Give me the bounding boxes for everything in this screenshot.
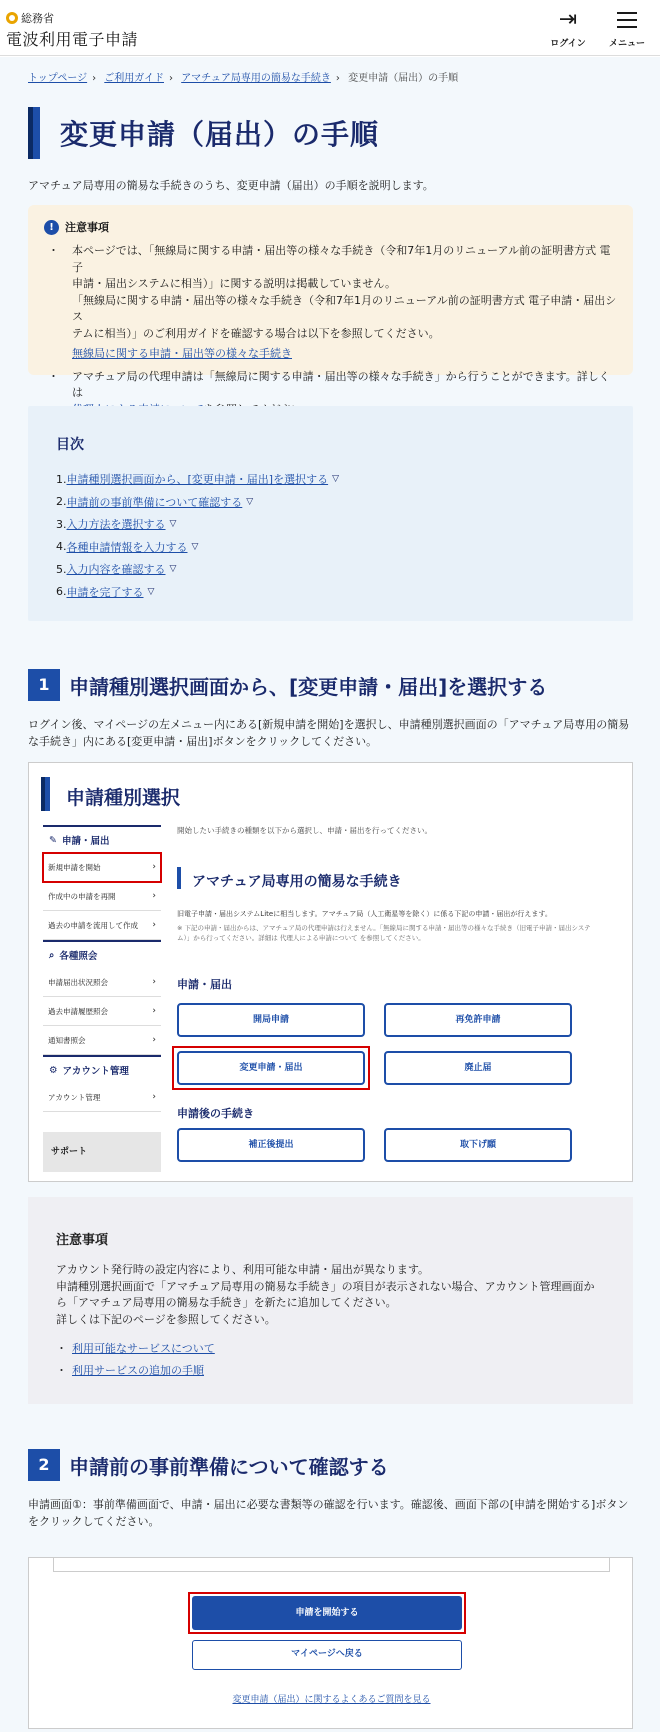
caution-link-item — [56, 1340, 605, 1362]
sub-heading-accent — [177, 867, 181, 889]
back-to-mypage-button[interactable]: マイページへ戻る — [192, 1640, 462, 1670]
breadcrumb-separator-icon: › — [169, 73, 173, 84]
menu-label: メニュー — [608, 39, 645, 49]
site-header — [0, 0, 660, 56]
page-lead: アマチュア局専用の簡易な手続きのうち、変更申請（届出）の手順を説明します。 — [28, 179, 434, 192]
toc-link[interactable]: 入力方法を選択する — [66, 518, 166, 532]
toc-item — [56, 491, 605, 514]
notice-text: 申請・届出システムに相当）」に関する説明は掲載していません。 — [72, 277, 397, 290]
chevron-right-icon: › — [152, 977, 156, 987]
notice-heading — [44, 219, 617, 235]
side-item-reuse[interactable] — [43, 911, 161, 940]
side-item-label: 過去の申請を流用して作成 — [48, 920, 138, 930]
chevron-down-icon: ▽ — [246, 496, 254, 507]
breadcrumb — [28, 69, 458, 84]
login-button[interactable] — [538, 8, 598, 49]
title-accent-bar — [41, 777, 50, 811]
notice-box — [28, 205, 633, 399]
screenshot-sub-desc: 旧電子申請・届出システムLiteに相当します。アマチュア局（人工衛星等を除く）に係る下記の申請・届出が行えます。 — [177, 910, 552, 918]
torisage-button[interactable]: 取下げ願 — [384, 1128, 572, 1162]
side-item-resume[interactable] — [43, 882, 161, 911]
user-gear-icon: ⚙ — [49, 1064, 58, 1076]
notice-text: 本ページでは、「無線局に関する申請・届出等の様々な手続き（令和7年1月のリニューアル前の証明書方式 電子 — [72, 244, 611, 274]
side-group-account — [43, 1055, 161, 1083]
section-number: 2 — [28, 1449, 60, 1481]
caution-text: 申請種別選択画面で「アマチュア局専用の簡易な手続き」の項目が表示されない場合、アカウント管理画面から「アマチュア局専用の簡易な手続き」を新たに追加してください。 — [56, 1279, 595, 1309]
faq-link[interactable]: 変更申請（届出）に関するよくあるご質問を見る — [232, 1695, 431, 1705]
section-number: 1 — [28, 669, 60, 701]
caution-box — [28, 1197, 633, 1404]
side-support[interactable]: サポート — [43, 1132, 161, 1172]
page-title: 変更申請（届出）の手順 — [60, 118, 380, 151]
caution-text: 詳しくは下記のページを参照してください。 — [56, 1312, 276, 1326]
notice-text: アマチュア局の代理申請は「無線局に関する申請・届出等の様々な手続き」から行うことができます。詳しくは — [72, 369, 610, 399]
toc-link[interactable]: 申請前の事前準備について確認する — [66, 495, 243, 509]
toc-item — [56, 468, 605, 491]
add-service-link[interactable]: 利用サービスの追加の手順 — [72, 1364, 204, 1377]
section-heading-2 — [28, 1449, 389, 1481]
group-after-label: 申請後の手続き — [177, 1107, 254, 1120]
side-group-apply — [43, 825, 161, 853]
side-item-new-application[interactable] — [43, 853, 161, 882]
toc-num: 6. — [56, 585, 67, 599]
breadcrumb-link[interactable]: トップページ — [28, 73, 88, 84]
side-item-label: 申請届出状況照会 — [48, 977, 108, 987]
pencil-icon: ✎ — [49, 834, 57, 846]
toc-num: 3. — [56, 517, 67, 531]
caution-link-item — [56, 1362, 605, 1384]
search-doc-icon: ⌕ — [49, 949, 55, 961]
caution-text: アカウント発行時の設定内容により、利用可能な申請・届出が異なります。 — [56, 1263, 430, 1276]
main-content — [0, 57, 660, 1732]
haishi-button[interactable]: 廃止届 — [384, 1051, 572, 1085]
hosei-button[interactable]: 補正後提出 — [177, 1128, 365, 1162]
toc-title: 目次 — [56, 437, 84, 453]
page-title-block — [28, 107, 379, 159]
site-title[interactable]: 電波利用電子申請 — [6, 30, 139, 49]
notice-link-musenkyoku[interactable]: 無線局に関する申請・届出等の様々な手続き — [72, 347, 292, 360]
toc-num: 2. — [56, 495, 67, 509]
chevron-down-icon: ▽ — [169, 519, 177, 530]
hamburger-icon — [597, 8, 657, 32]
toc-link[interactable]: 各種申請情報を入力する — [66, 540, 188, 554]
toc-list — [56, 468, 605, 603]
toc-item — [56, 536, 605, 559]
screenshot-preparation — [28, 1557, 633, 1729]
ministry-mark-icon — [6, 12, 18, 24]
table-of-contents — [28, 406, 633, 621]
chevron-down-icon: ▽ — [332, 474, 340, 485]
toc-link[interactable]: 申請を完了する — [66, 585, 144, 599]
chevron-right-icon: › — [152, 1035, 156, 1045]
side-item-label: 作成中の申請を再開 — [48, 891, 116, 901]
toc-item — [56, 513, 605, 536]
caution-links — [56, 1340, 605, 1384]
ministry-logo[interactable] — [6, 10, 54, 26]
side-item-label: 新規申請を開始 — [48, 862, 101, 872]
breadcrumb-separator-icon: › — [335, 73, 340, 84]
side-item-account[interactable] — [43, 1083, 161, 1112]
group-apply-label: 申請・届出 — [177, 978, 232, 991]
side-group-inquiry — [43, 940, 161, 968]
side-item-label: 過去申請履歴照会 — [48, 1006, 108, 1016]
kaikyoku-button[interactable]: 開局申請 — [177, 1003, 365, 1037]
toc-item — [56, 558, 605, 581]
chevron-right-icon: › — [152, 862, 156, 872]
breadcrumb-link[interactable]: ご利用ガイド — [104, 73, 164, 84]
screenshot-intro: 開始したい手続きの種類を以下から選択し、申請・届出を行ってください。 — [177, 826, 432, 835]
side-item-label: アカウント管理 — [48, 1092, 101, 1102]
side-item-history[interactable] — [43, 997, 161, 1026]
chevron-down-icon: ▽ — [191, 541, 199, 552]
section-heading-1 — [28, 669, 547, 701]
start-application-button[interactable]: 申請を開始する — [192, 1596, 462, 1630]
section-title: 申請種別選択画面から、[変更申請・届出]を選択する — [69, 674, 548, 699]
side-group-label: アカウント管理 — [62, 1066, 129, 1077]
side-menu — [43, 825, 161, 1172]
breadcrumb-separator-icon: › — [92, 73, 97, 84]
breadcrumb-link[interactable]: アマチュア局専用の簡易な手続き — [181, 73, 331, 84]
side-item-label: 通知書照会 — [48, 1035, 86, 1045]
section-description: ログイン後、マイページの左メニュー内にある[新規申請を開始]を選択し、申請種別選択画面の「アマチュア局専用の簡易な手続き」内にある[変更申請・届出]ボタンをクリックしてください。 — [28, 718, 630, 748]
notice-item — [44, 243, 617, 363]
screenshot-frame-edge — [53, 1558, 610, 1572]
screenshot-application-type-select — [28, 762, 633, 1182]
ministry-name: 総務省 — [21, 12, 54, 25]
notice-title: 注意事項 — [65, 221, 109, 234]
breadcrumb-current: 変更申請（届出）の手順 — [348, 73, 459, 84]
side-item-notices[interactable] — [43, 1026, 161, 1055]
section-title: 申請前の事前準備について確認する — [69, 1454, 389, 1479]
side-item-status[interactable] — [43, 968, 161, 997]
chevron-right-icon: › — [152, 891, 156, 901]
toc-link[interactable]: 申請種別選択画面から、[変更申請・届出]を選択する — [66, 473, 329, 487]
caution-title: 注意事項 — [56, 1233, 109, 1248]
side-group-label: 申請・届出 — [61, 836, 110, 847]
chevron-down-icon: ▽ — [169, 564, 177, 575]
chevron-right-icon: › — [152, 1092, 156, 1102]
section-description: 申請画面①：事前準備画面で、申請・届出に必要な書類等の確認を行います。確認後、画面下部の[申請を開始する]ボタンをクリックしてください。 — [28, 1498, 629, 1528]
menu-button[interactable] — [597, 8, 657, 49]
side-group-label: 各種照会 — [59, 951, 98, 962]
chevron-down-icon: ▽ — [147, 586, 155, 597]
chevron-right-icon: › — [152, 1006, 156, 1016]
toc-num: 1. — [56, 472, 67, 486]
toc-num: 4. — [56, 540, 67, 554]
available-services-link[interactable]: 利用可能なサービスについて — [72, 1342, 215, 1355]
henko-button[interactable]: 変更申請・届出 — [177, 1051, 365, 1085]
login-label: ログイン — [550, 39, 586, 49]
notice-text: 「無線局に関する申請・届出等の様々な手続き（令和7年1月のリニューアル前の証明書方式 電子申請・届出シス — [72, 293, 617, 323]
login-icon: ⇥ — [558, 7, 578, 32]
saimenkyo-button[interactable]: 再免許申請 — [384, 1003, 572, 1037]
screenshot-sub-note: ※ 下記の申請・届出からは、アマチュア局の代理申請は行えません。「無線局に関する申請・届出等の様々な手続き（旧電子申請・届出システム）」から行ってください。詳細は 代理人による申請について を参照してください。 — [177, 924, 591, 942]
screenshot-heading: 申請種別選択 — [66, 787, 181, 809]
notice-list — [44, 243, 617, 418]
chevron-right-icon: › — [152, 920, 156, 930]
title-accent-bar — [28, 107, 40, 159]
toc-item — [56, 581, 605, 604]
faq-link-wrap — [29, 1692, 634, 1705]
toc-num: 5. — [56, 562, 67, 576]
exclamation-icon: ! — [44, 220, 59, 235]
screenshot-sub-heading: アマチュア局専用の簡易な手続き — [192, 874, 402, 890]
notice-text: テムに相当）」のご利用ガイドを確認する場合は以下を参照してください。 — [72, 326, 440, 340]
toc-link[interactable]: 入力内容を確認する — [66, 563, 166, 577]
